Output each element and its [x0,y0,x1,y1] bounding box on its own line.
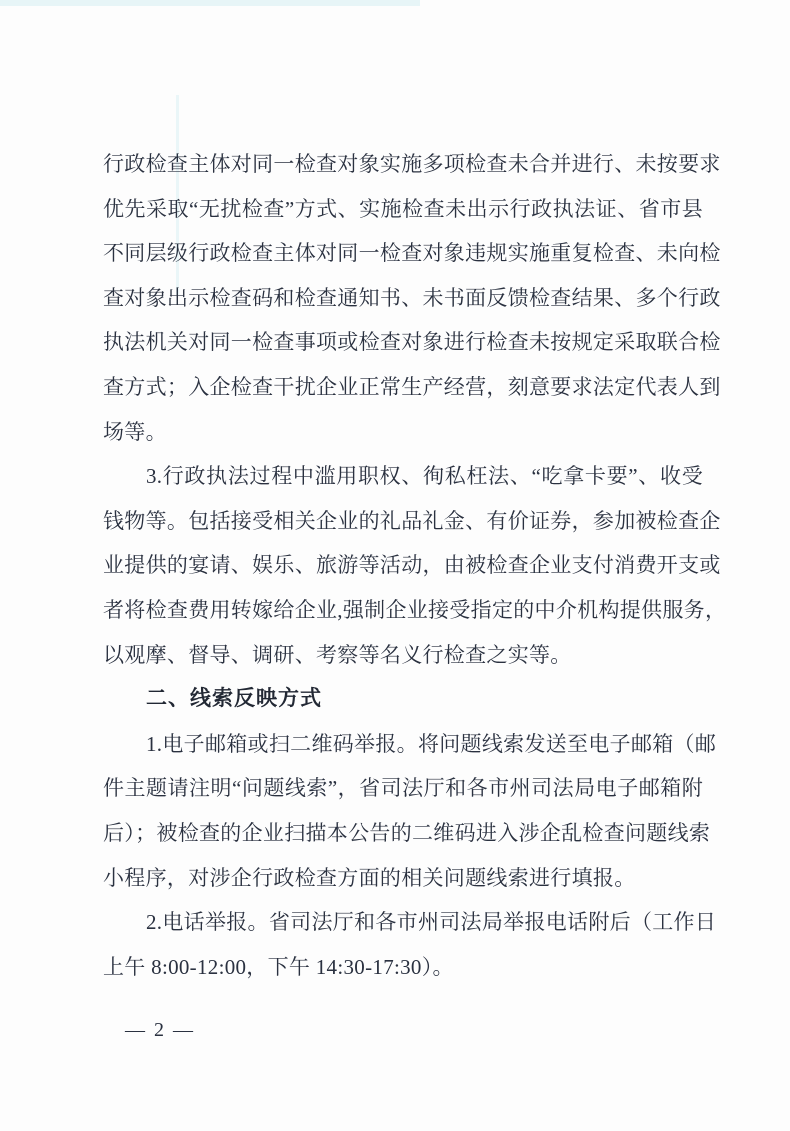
text-line: 者将检查费用转嫁给企业,强制企业接受指定的中介机构提供服务， [103,597,727,622]
text-line: 件主题请注明“问题线索”，省司法厅和各市州司法局电子邮箱附 [103,776,703,801]
page-number: — 2 — [125,1019,195,1041]
text-line: 执法机关对同一检查事项或检查对象进行检查未按规定采取联合检 [103,330,721,355]
text-line: 不同层级行政检查主体对同一检查对象违规实施重复检查、未向检 [103,241,721,266]
text-line: 查方式；入企检查干扰企业正常生产经营，刻意要求法定代表人到 [103,374,721,399]
section-heading: 二、线索反映方式 [146,687,322,711]
scan-artifact [0,0,420,6]
text-line: 小程序，对涉企行政检查方面的相关问题线索进行填报。 [103,865,636,890]
text-line: 行政检查主体对同一检查对象实施多项检查未合并进行、未按要求 [103,152,721,176]
text-line: 业提供的宴请、娱乐、旅游等活动，由被检查企业支付消费开支或 [103,553,721,578]
text-line: 以观摩、督导、调研、考察等名义行检查之实等。 [103,642,572,667]
document-body [103,142,727,989]
text-line: 3.行政执法过程中滥用职权、徇私枉法、“吃拿卡要”、收受 [146,464,703,489]
text-line: 1.电子邮箱或扫二维码举报。将问题线索发送至电子邮箱（邮 [146,731,717,756]
text-line: 2.电话举报。省司法厅和各市州司法局举报电话附后（工作日 [146,910,717,935]
text-line: 查对象出示检查码和检查通知书、未书面反馈检查结果、多个行政 [103,285,721,310]
text-line: 场等。 [103,419,167,444]
text-line: 优先采取“无扰检查”方式、实施检查未出示行政执法证、省市县 [103,196,703,221]
text-line: 钱物等。包括接受相关企业的礼品礼金、有价证券，参加被检查企 [103,508,721,533]
text-line: 后）；被检查的企业扫描本公告的二维码进入涉企乱检查问题线索 [103,820,711,845]
text-line: 上午 8:00-12:00，下午 14:30-17:30）。 [103,954,454,979]
